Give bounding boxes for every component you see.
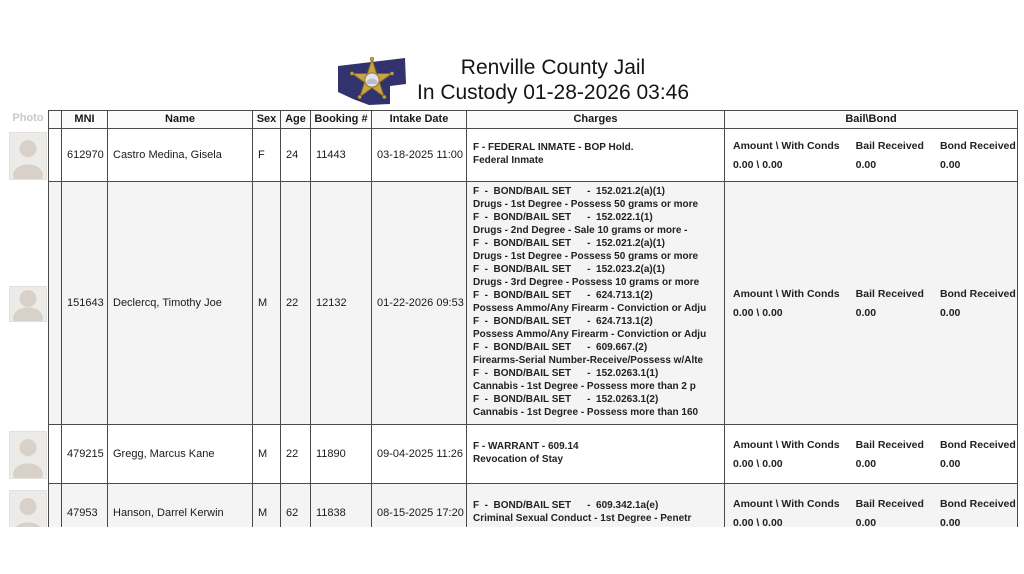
bail-received-value: 0.00 — [855, 306, 877, 319]
charge-description: Cannabis - 1st Degree - Possess more than 2 p — [473, 380, 696, 392]
col-header-name: Name — [108, 110, 253, 129]
bail-received-value: 0.00 — [855, 457, 877, 470]
bail-received-value: 0.00 — [855, 516, 877, 527]
booking-cell: 12132 — [311, 182, 372, 425]
inmate-photo — [9, 431, 47, 479]
charge-description: Drugs - 1st Degree - Possess 50 grams or more — [473, 198, 699, 210]
spacer-cell — [48, 425, 62, 484]
charge-status: F - BOND/BAIL SET — [473, 212, 572, 223]
bond-received-value: 0.00 — [939, 158, 961, 171]
charge-item — [473, 342, 703, 367]
charge-item — [473, 142, 634, 167]
bond-received-value: 0.00 — [939, 306, 961, 319]
col-header-booking: Booking # — [311, 110, 372, 129]
charge-item — [473, 186, 698, 211]
bail-amount-value: 0.00 \ 0.00 — [733, 158, 783, 171]
charge-item — [473, 500, 691, 525]
charge-statute: - 609.342.1a(e) — [587, 500, 659, 511]
charge-statute: - 152.0263.1(2) — [587, 394, 659, 405]
booking-cell: 11890 — [311, 425, 372, 484]
name-cell: Hanson, Darrel Kerwin — [108, 484, 253, 527]
charge-status: F - BOND/BAIL SET — [473, 186, 572, 197]
intake-cell: 01-22-2026 09:53 — [372, 182, 467, 425]
sheriff-badge-icon — [335, 53, 409, 107]
col-header-photo: Photo — [12, 112, 44, 124]
charge-description: Drugs - 1st Degree - Possess 50 grams or more — [473, 250, 699, 262]
charge-status: F - BOND/BAIL SET — [473, 290, 572, 301]
charge-status: F - BOND/BAIL SET — [473, 368, 572, 379]
charge-code — [473, 342, 703, 355]
photo-cell — [8, 129, 48, 182]
bail-grid — [733, 140, 1016, 171]
name-cell: Declercq, Timothy Joe — [108, 182, 253, 425]
charge-status: F - BOND/BAIL SET — [473, 316, 572, 327]
bail-received-header: Bail Received — [855, 139, 924, 152]
charge-code — [473, 238, 698, 251]
charge-code — [473, 500, 691, 513]
bond-received-value: 0.00 — [939, 457, 961, 470]
age-cell: 62 — [281, 484, 311, 527]
charge-statute: - 152.022.1(1) — [587, 212, 653, 223]
charge-description: Cannabis - 1st Degree - Possess more than 160 — [473, 406, 699, 418]
charge-description: Possess Ammo/Any Firearm - Conviction or Adju — [473, 302, 707, 314]
charge-code — [473, 368, 696, 381]
bail-cell — [725, 484, 1018, 527]
charge-status: F - WARRANT - 609.14 — [473, 441, 579, 452]
charge-item — [473, 394, 698, 419]
charge-status: F - BOND/BAIL SET — [473, 394, 572, 405]
charge-item — [473, 441, 579, 466]
charge-statute: - 609.667.(2) — [587, 342, 648, 353]
mni-cell: 151643 — [62, 182, 108, 425]
charge-item — [473, 212, 688, 237]
charges-cell — [467, 129, 725, 182]
charge-item — [473, 368, 696, 393]
table-header-row — [8, 110, 1018, 129]
charge-description: Possess Ammo/Any Firearm - Conviction or Adju — [473, 328, 707, 340]
bond-received-header: Bond Received — [939, 139, 1016, 152]
report-title-block — [417, 55, 689, 105]
inmate-roster-table — [8, 110, 1018, 527]
bond-received-header: Bond Received — [939, 287, 1016, 300]
bond-received-header: Bond Received — [939, 497, 1016, 510]
booking-cell: 11443 — [311, 129, 372, 182]
bail-amount-value: 0.00 \ 0.00 — [733, 306, 783, 319]
table-row — [8, 425, 1018, 484]
col-header-bail: Bail\Bond — [725, 110, 1018, 129]
charge-statute: - 152.0263.1(1) — [587, 368, 659, 379]
table-row — [8, 129, 1018, 182]
charge-description: Drugs - 2nd Degree - Sale 10 grams or more - — [473, 224, 688, 236]
inmate-photo — [9, 132, 47, 180]
bond-received-header: Bond Received — [939, 438, 1016, 451]
col-header-sex: Sex — [253, 110, 281, 129]
charge-status: F - FEDERAL INMATE - BOP Hold. — [473, 142, 634, 153]
booking-cell: 11838 — [311, 484, 372, 527]
bail-amount-header: Amount \ With Conds — [733, 287, 840, 300]
charge-code — [473, 394, 698, 407]
col-header-age: Age — [281, 110, 311, 129]
bail-grid — [733, 439, 1016, 470]
bail-received-header: Bail Received — [855, 438, 924, 451]
charge-status: F - BOND/BAIL SET — [473, 342, 572, 353]
name-cell: Castro Medina, Gisela — [108, 129, 253, 182]
col-header-spacer — [48, 110, 62, 129]
bail-amount-header: Amount \ With Conds — [733, 497, 840, 510]
charges-cell — [467, 182, 725, 425]
charge-statute: - 152.021.2(a)(1) — [587, 238, 665, 249]
charge-item — [473, 264, 699, 289]
age-cell: 22 — [281, 425, 311, 484]
report-masthead — [0, 53, 1024, 107]
col-header-intake: Intake Date — [372, 110, 467, 129]
charge-description: Drugs - 3rd Degree - Possess 10 grams or more — [473, 276, 700, 288]
bail-amount-value: 0.00 \ 0.00 — [733, 516, 783, 527]
photo-cell — [8, 484, 48, 527]
intake-cell: 03-18-2025 11:00 — [372, 129, 467, 182]
age-cell: 22 — [281, 182, 311, 425]
charge-code — [473, 441, 579, 454]
charge-code — [473, 186, 698, 199]
photo-cell — [8, 182, 48, 425]
intake-cell: 09-04-2025 11:26 — [372, 425, 467, 484]
charge-code — [473, 142, 634, 155]
bail-amount-header: Amount \ With Conds — [733, 438, 840, 451]
mni-cell: 612970 — [62, 129, 108, 182]
sex-cell: M — [253, 425, 281, 484]
bail-cell — [725, 182, 1018, 425]
spacer-cell — [48, 484, 62, 527]
charges-cell — [467, 425, 725, 484]
mni-cell: 47953 — [62, 484, 108, 527]
charge-description: Firearms-Serial Number-Receive/Possess w/Alte — [473, 354, 704, 366]
report-title: Renville County Jail — [460, 56, 646, 79]
charge-item — [473, 238, 698, 263]
table-row — [8, 182, 1018, 425]
charge-item — [473, 316, 706, 341]
charges-cell — [467, 484, 725, 527]
charge-statute: - 152.021.2(a)(1) — [587, 186, 665, 197]
charge-status: F - BOND/BAIL SET — [473, 264, 572, 275]
spacer-cell — [48, 129, 62, 182]
charge-code — [473, 264, 699, 277]
inmate-photo — [9, 286, 47, 322]
inmate-photo — [9, 490, 47, 528]
report-subtitle: In Custody 01-28-2026 03:46 — [416, 81, 690, 104]
charge-statute: - 624.713.1(2) — [587, 316, 653, 327]
sex-cell: F — [253, 129, 281, 182]
charge-code — [473, 316, 706, 329]
bail-amount-value: 0.00 \ 0.00 — [733, 457, 783, 470]
charge-description: Criminal Sexual Conduct - 1st Degree - Penetr — [473, 512, 692, 524]
bail-grid — [733, 288, 1016, 319]
charge-item — [473, 290, 706, 315]
charge-code — [473, 212, 688, 225]
bail-cell — [725, 425, 1018, 484]
bond-received-value: 0.00 — [939, 516, 961, 527]
age-cell: 24 — [281, 129, 311, 182]
charge-status: F - BOND/BAIL SET — [473, 500, 572, 511]
sex-cell: M — [253, 182, 281, 425]
charge-status: F - BOND/BAIL SET — [473, 238, 572, 249]
col-header-charges: Charges — [467, 110, 725, 129]
col-header-mni: MNI — [62, 110, 108, 129]
bail-grid — [733, 498, 1016, 528]
intake-cell: 08-15-2025 17:20 — [372, 484, 467, 527]
spacer-cell — [48, 182, 62, 425]
charge-description: Revocation of Stay — [473, 453, 564, 465]
bail-received-value: 0.00 — [855, 158, 877, 171]
name-cell: Gregg, Marcus Kane — [108, 425, 253, 484]
charge-description: Federal Inmate — [473, 154, 544, 166]
photo-cell — [8, 425, 48, 484]
bail-received-header: Bail Received — [855, 497, 924, 510]
charge-statute: - 624.713.1(2) — [587, 290, 653, 301]
charge-code — [473, 290, 706, 303]
mni-cell: 479215 — [62, 425, 108, 484]
charge-statute: - 152.023.2(a)(1) — [587, 264, 665, 275]
bail-amount-header: Amount \ With Conds — [733, 139, 840, 152]
sex-cell: M — [253, 484, 281, 527]
table-row — [8, 484, 1018, 527]
bail-received-header: Bail Received — [855, 287, 924, 300]
bail-cell — [725, 129, 1018, 182]
